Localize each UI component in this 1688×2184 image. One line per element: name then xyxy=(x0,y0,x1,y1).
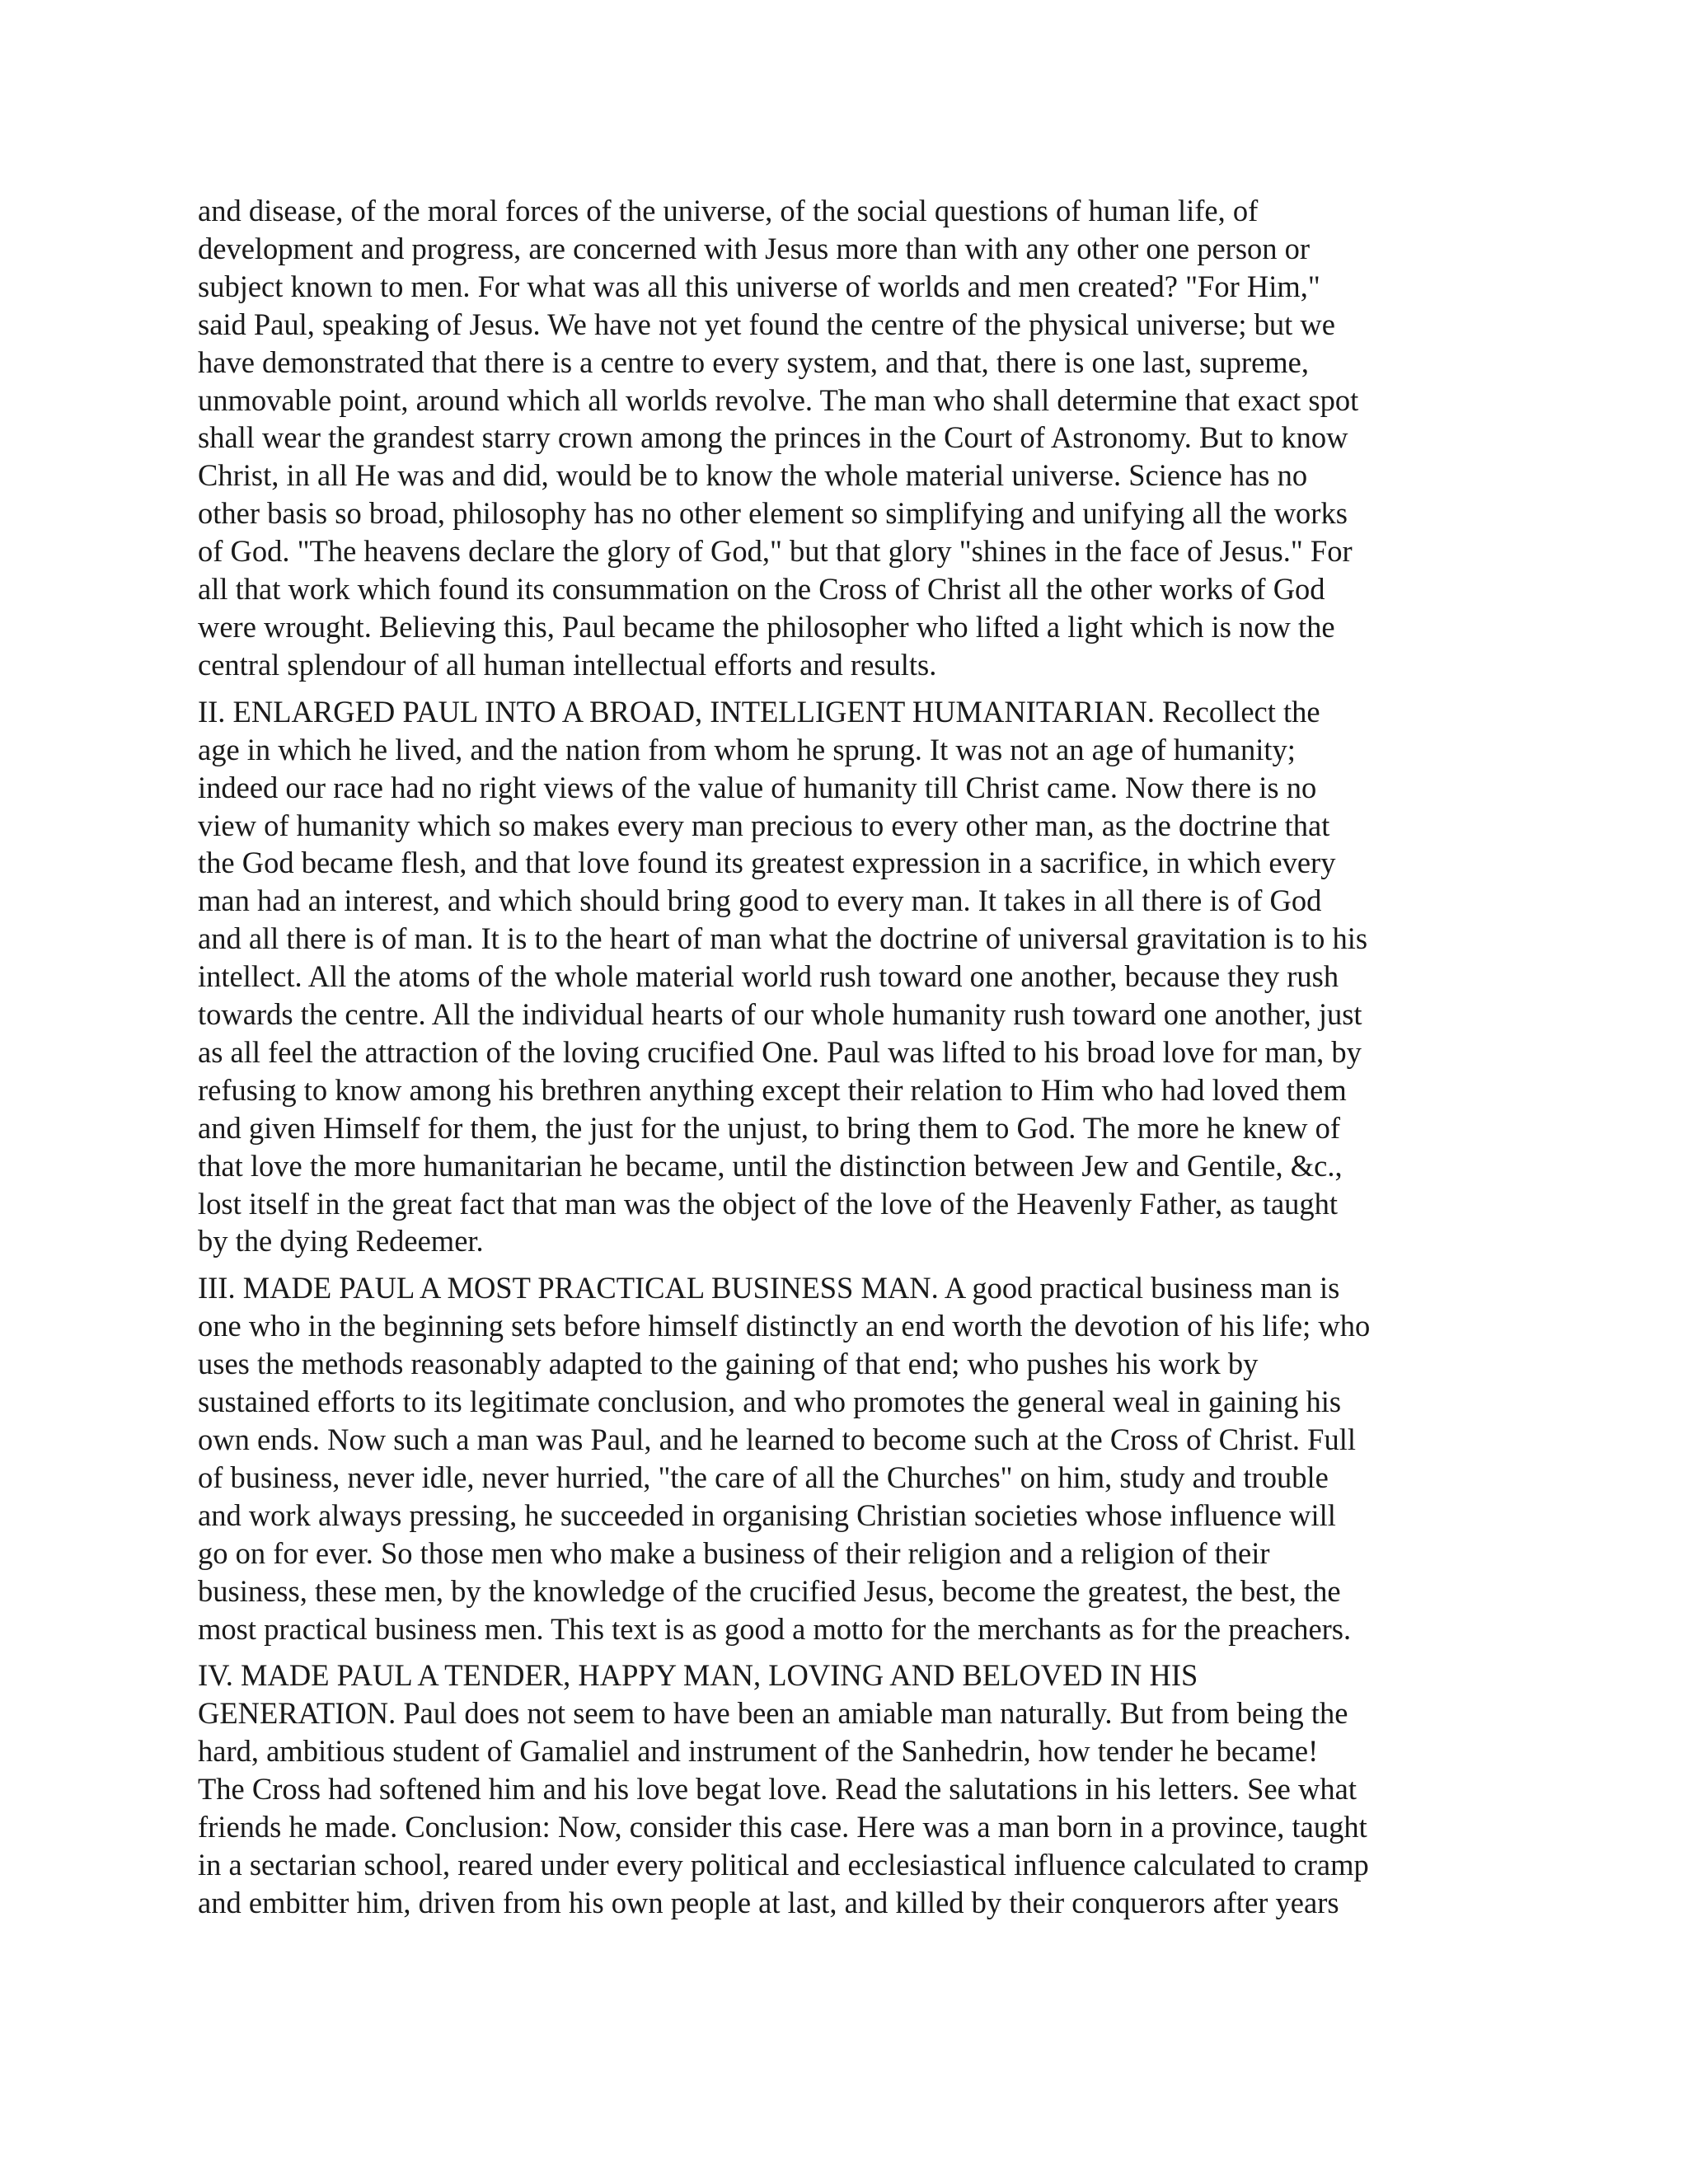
text-line: by the dying Redeemer. xyxy=(198,1224,484,1258)
section-heading-line: III. MADE PAUL A MOST PRACTICAL BUSINESS MAN. A good practical business man is xyxy=(198,1271,1340,1305)
paragraph-section-iii xyxy=(198,1269,1467,1647)
text-line: central splendour of all human intellectual efforts and results. xyxy=(198,647,937,682)
text-line: lost itself in the great fact that man was the object of the love of the Heavenly Father, as taught xyxy=(198,1186,1339,1221)
paragraph-section-ii xyxy=(198,693,1467,1261)
text-line: business, these men, by the knowledge of the crucified Jesus, become the greatest, the best, the xyxy=(198,1573,1341,1608)
text-line: uses the methods reasonably adapted to the gaining of that end; who pushes his work by xyxy=(198,1347,1259,1381)
text-line: The Cross had softened him and his love begat love. Read the salutations in his letters. See what xyxy=(198,1772,1357,1807)
text-line: in a sectarian school, reared under every political and ecclesiastical influence calculated to cramp xyxy=(198,1847,1369,1882)
text-line: one who in the beginning sets before himself distinctly an end worth the devotion of his life; who xyxy=(198,1309,1371,1343)
text-line: towards the centre. All the individual hearts of our whole humanity rush toward one another, just xyxy=(198,997,1362,1032)
text-line: and disease, of the moral forces of the universe, of the social questions of human life, of xyxy=(198,194,1259,227)
text-line: sustained efforts to its legitimate conclusion, and who promotes the general weal in gaining his xyxy=(198,1385,1342,1419)
text-line: other basis so broad, philosophy has no other element so simplifying and unifying all the works xyxy=(198,496,1348,531)
text-line: hard, ambitious student of Gamaliel and instrument of the Sanhedrin, how tender he became! xyxy=(198,1734,1319,1769)
text-line: unmovable point, around which all worlds revolve. The man who shall determine that exact spot xyxy=(198,382,1359,417)
text-line: shall wear the grandest starry crown among the princes in the Court of Astronomy. But to know xyxy=(198,420,1348,455)
text-line: of God. "The heavens declare the glory of God," but that glory "shines in the face of Jesus." For xyxy=(198,534,1353,569)
text-line: refusing to know among his brethren anything except their relation to Him who had loved them xyxy=(198,1072,1347,1107)
text-line: age in which he lived, and the nation from whom he sprung. It was not an age of humanity; xyxy=(198,732,1296,766)
paragraph-intro-conclusion xyxy=(198,192,1467,684)
text-line: said Paul, speaking of Jesus. We have not yet found the centre of the physical universe; but we xyxy=(198,307,1335,341)
document-page xyxy=(198,192,1467,1931)
text-line: Christ, in all He was and did, would be to know the whole material universe. Science has no xyxy=(198,458,1308,493)
text-line: as all feel the attraction of the loving crucified One. Paul was lifted to his broad love for man, by xyxy=(198,1034,1362,1069)
text-line: and embitter him, driven from his own people at last, and killed by their conquerors after years xyxy=(198,1885,1339,1919)
text-line: of business, never idle, never hurried, "the care of all the Churches" on him, study and trouble xyxy=(198,1460,1329,1494)
text-line: man had an interest, and which should bring good to every man. It takes in all there is of God xyxy=(198,883,1322,918)
text-line: own ends. Now such a man was Paul, and he learned to become such at the Cross of Christ. Full xyxy=(198,1422,1356,1456)
text-line: most practical business men. This text is as good a motto for the merchants as for the preachers. xyxy=(198,1611,1352,1646)
text-line: that love the more humanitarian he became, until the distinction between Jew and Gentile, &c., xyxy=(198,1148,1343,1183)
text-line: intellect. All the atoms of the whole material world rush toward one another, because they rush xyxy=(198,959,1339,994)
text-line: friends he made. Conclusion: Now, consider this case. Here was a man born in a province, taught xyxy=(198,1810,1367,1844)
text-line: and work always pressing, he succeeded in organising Christian societies whose influence will xyxy=(198,1497,1336,1532)
section-heading-line: II. ENLARGED PAUL INTO A BROAD, INTELLIGENT HUMANITARIAN. Recollect the xyxy=(198,694,1320,729)
text-line: GENERATION. Paul does not seem to have been an amiable man naturally. But from being the xyxy=(198,1696,1348,1731)
text-line: indeed our race had no right views of the value of humanity till Christ came. Now there is no xyxy=(198,770,1317,804)
text-line: all that work which found its consummation on the Cross of Christ all the other works of God xyxy=(198,572,1325,607)
text-line: view of humanity which so makes every man precious to every other man, as the doctrine that xyxy=(198,808,1330,842)
paragraph-section-iv xyxy=(198,1657,1467,1921)
text-line: and given Himself for them, the just for the unjust, to bring them to God. The more he knew of xyxy=(198,1110,1341,1145)
text-line: and all there is of man. It is to the heart of man what the doctrine of universal gravitation is to his xyxy=(198,921,1368,956)
text-line: were wrought. Believing this, Paul became the philosopher who lifted a light which is now the xyxy=(198,609,1335,644)
text-line: have demonstrated that there is a centre to every system, and that, there is one last, supreme, xyxy=(198,344,1310,379)
text-line: go on for ever. So those men who make a business of their religion and a religion of their xyxy=(198,1535,1270,1570)
text-line: the God became flesh, and that love found its greatest expression in a sacrifice, in which every xyxy=(198,846,1336,880)
text-line: subject known to men. For what was all this universe of worlds and men created? "For Him," xyxy=(198,269,1320,303)
text-line: development and progress, are concerned with Jesus more than with any other one person or xyxy=(198,231,1311,265)
section-heading-line: IV. MADE PAUL A TENDER, HAPPY MAN, LOVING AND BELOVED IN HIS xyxy=(198,1658,1198,1693)
